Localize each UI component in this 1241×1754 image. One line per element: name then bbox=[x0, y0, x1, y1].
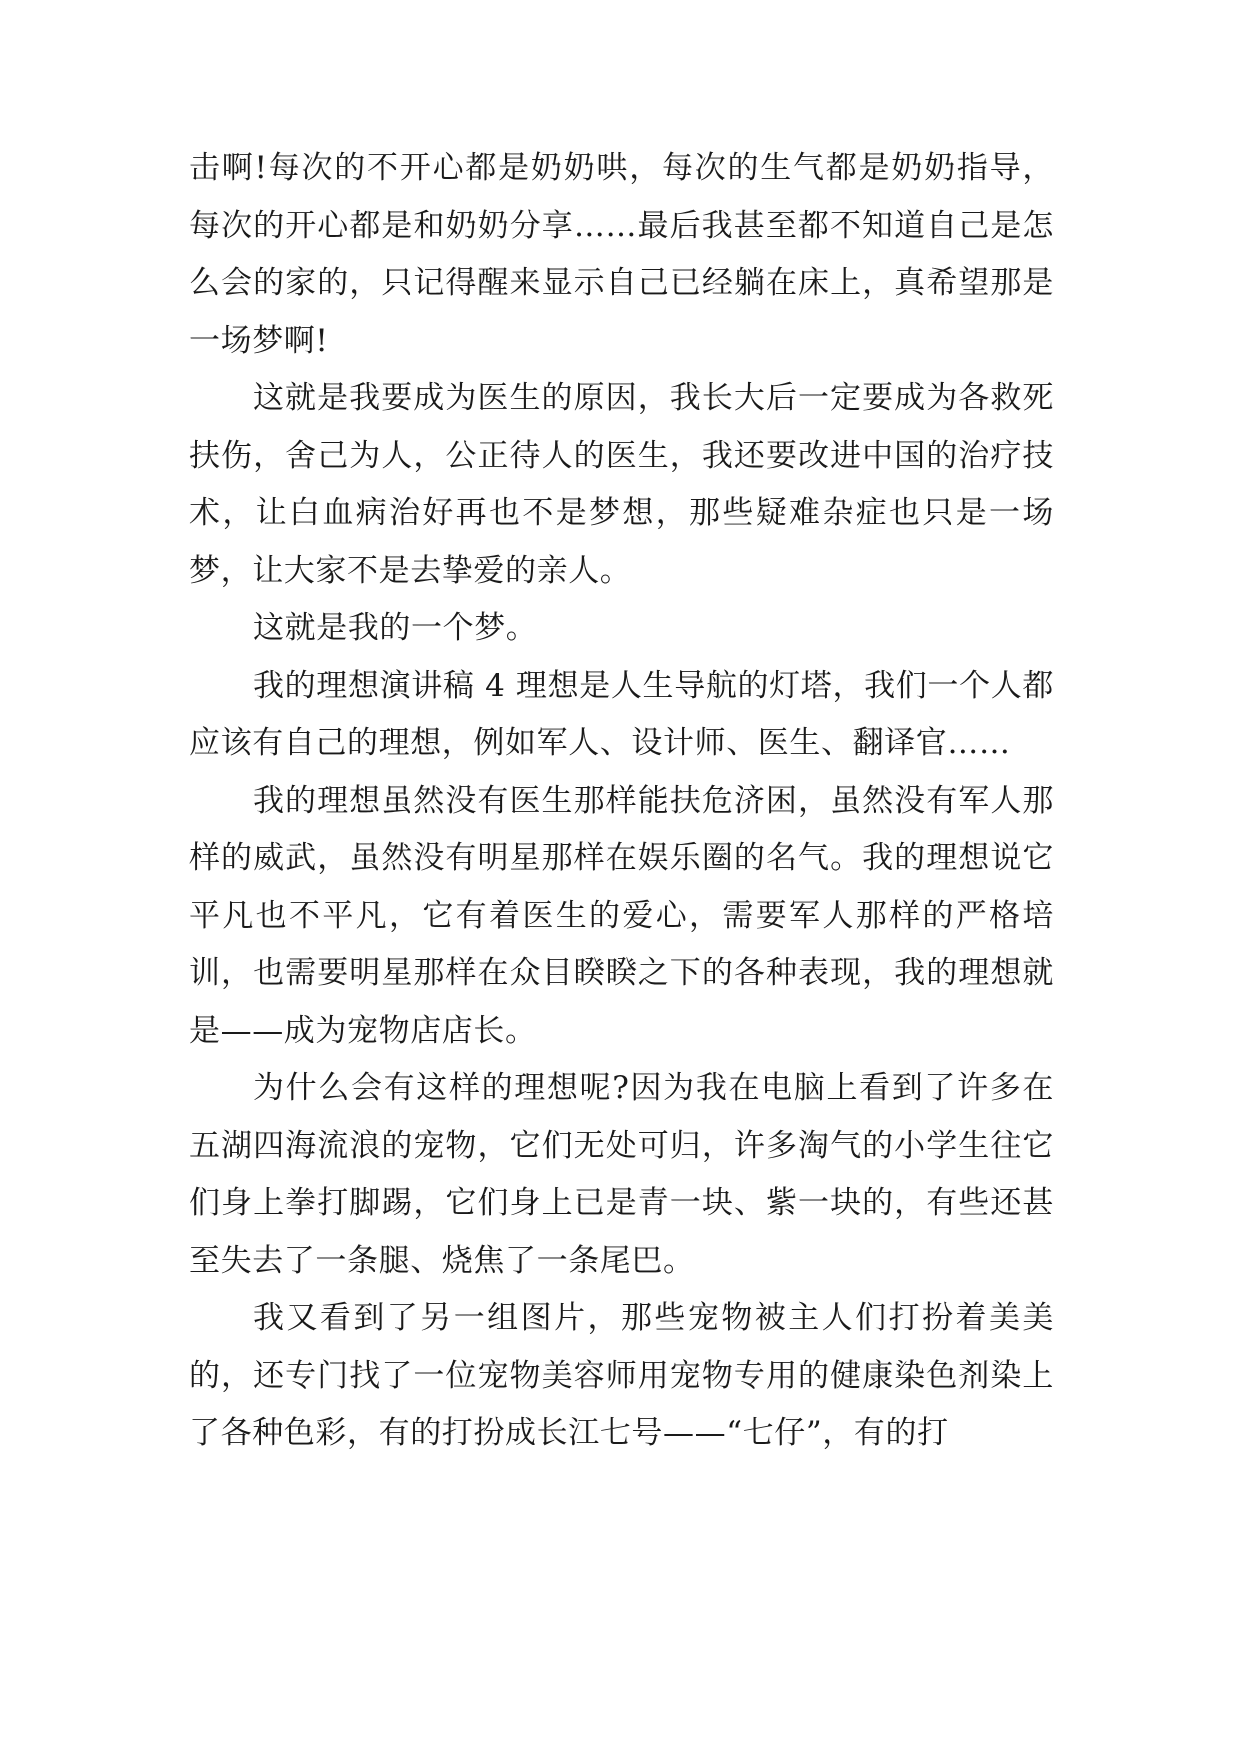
document-page bbox=[189, 140, 1054, 1463]
paragraph-6: 为什么会有这样的理想呢?因为我在电脑上看到了许多在五湖四海流浪的宠物，它们无处可归，许多淘气的小学生往它们身上拳打脚踢，它们身上已是青一块、紫一块的，有些还甚至失去了一条腿、烧焦了一条尾巴。 bbox=[189, 1070, 1054, 1279]
paragraph-3: 这就是我的一个梦。 bbox=[253, 610, 538, 646]
paragraph-4: 我的理想演讲稿 4 理想是人生导航的灯塔，我们一个人都应该有自己的理想，例如军人、设计师、医生、翻译官…… bbox=[189, 667, 1054, 761]
paragraph-2: 这就是我要成为医生的原因，我长大后一定要成为各救死扶伤，舍己为人，公正待人的医生，我还要改进中国的治疗技术，让白血病治好再也不是梦想，那些疑难杂症也只是一场梦，让大家不是去挚爱的亲人。 bbox=[189, 380, 1054, 589]
paragraph-5: 我的理想虽然没有医生那样能扶危济困，虽然没有军人那样的威武，虽然没有明星那样在娱乐圈的名气。我的理想说它平凡也不平凡，它有着医生的爱心，需要军人那样的严格培训，也需要明星那样在众目睽睽之下的各种表现，我的理想就是——成为宠物店店长。 bbox=[189, 782, 1054, 1049]
paragraph-7: 我又看到了另一组图片，那些宠物被主人们打扮着美美的，还专门找了一位宠物美容师用宠物专用的健康染色剂染上了各种色彩，有的打扮成长江七号——“七仔”，有的打 bbox=[189, 1300, 1054, 1451]
paragraph-1: 击啊!每次的不开心都是奶奶哄，每次的生气都是奶奶指导，每次的开心都是和奶奶分享……最后我甚至都不知道自己是怎么会的家的，只记得醒来显示自己已经躺在床上，真希望那是一场梦啊! bbox=[189, 150, 1054, 359]
